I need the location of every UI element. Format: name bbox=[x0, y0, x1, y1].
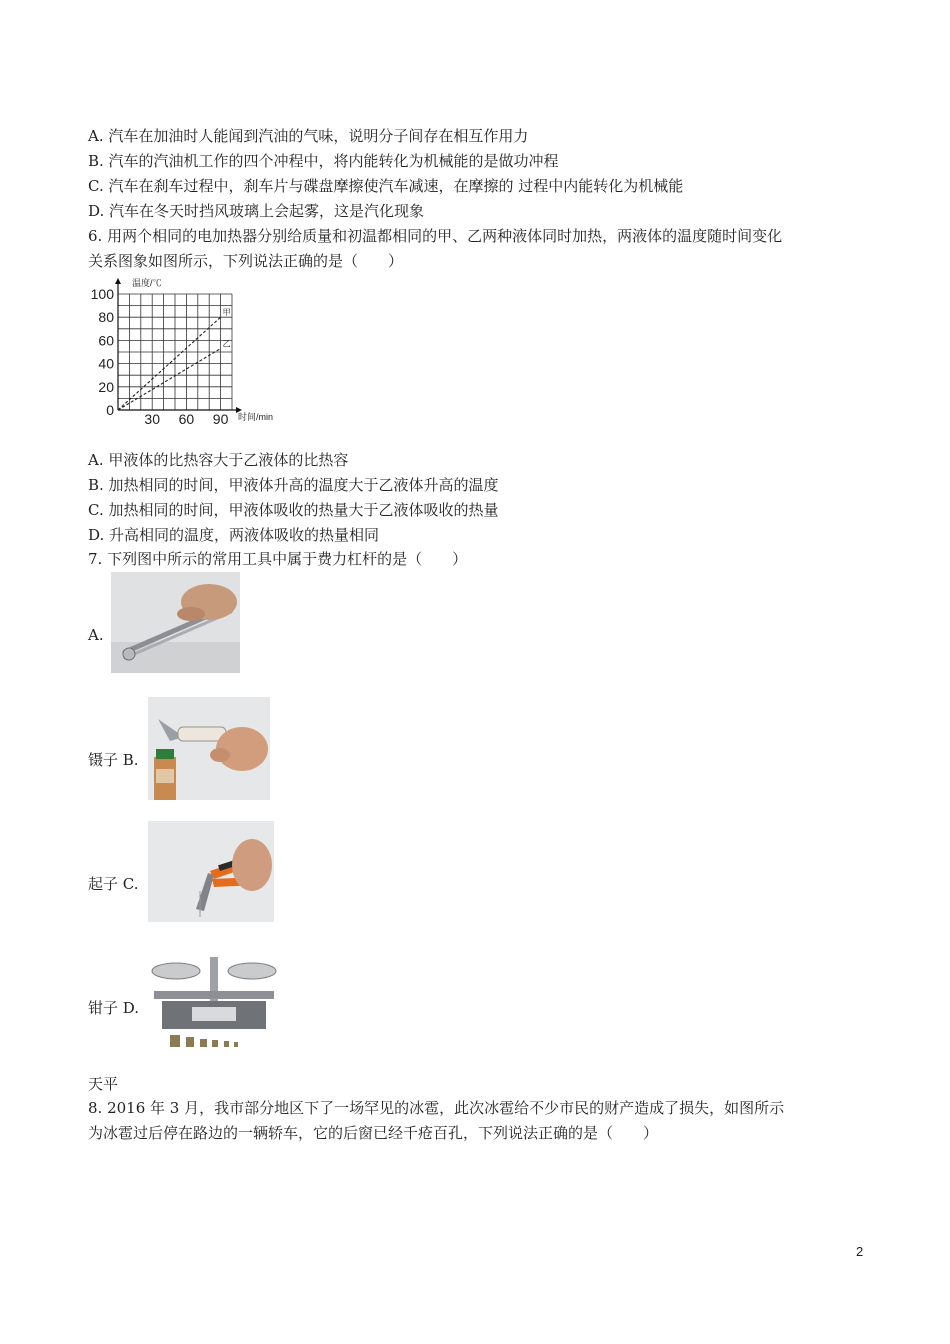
y-axis-label: 温度/℃ bbox=[132, 278, 162, 288]
y-tick-label: 0 bbox=[106, 402, 114, 418]
balance-scale-image bbox=[148, 945, 280, 1053]
y-tick-label: 100 bbox=[90, 286, 114, 302]
y-tick-label: 40 bbox=[98, 355, 114, 372]
y-tick-label: 60 bbox=[98, 332, 114, 349]
series-line-yi bbox=[118, 349, 221, 410]
q5-option-b: B. 汽车的汽油机工作的四个冲程中，将内能转化为机械能的是做功冲程 bbox=[88, 152, 559, 170]
q7-stem: 7. 下列图中所示的常用工具中属于费力杠杆的是（ ） bbox=[88, 550, 468, 568]
tweezers-image bbox=[111, 572, 240, 673]
series-label: 甲 bbox=[222, 308, 231, 318]
y-tick-label: 80 bbox=[98, 309, 114, 326]
chart-series bbox=[118, 308, 231, 410]
q5-option-c: C. 汽车在刹车过程中，刹车片与碟盘摩擦使汽车减速，在摩擦的 过程中内能转化为机械能 bbox=[88, 177, 684, 195]
q7-label-c: 起子 C. bbox=[88, 875, 139, 893]
q8-line2: 为冰雹过后停在路边的一辆轿车，它的后窗已经千疮百孔，下列说法正确的是（ ） bbox=[88, 1124, 659, 1142]
q5-option-a: A. 汽车在加油时人能闻到汽油的气味，说明分子间存在相互作用力 bbox=[88, 127, 529, 145]
temperature-time-chart bbox=[86, 274, 286, 426]
q5-option-d: D. 汽车在冬天时挡风玻璃上会起雾，这是汽化现象 bbox=[88, 202, 425, 220]
pliers-image bbox=[148, 821, 274, 922]
bottle-opener-image bbox=[148, 697, 270, 800]
q7-label-b: 镊子 B. bbox=[88, 751, 139, 769]
x-tick-label: 60 bbox=[178, 411, 195, 426]
chart-tick-labels bbox=[91, 286, 229, 426]
page-number: 2 bbox=[856, 1244, 864, 1259]
x-tick-label: 90 bbox=[212, 411, 229, 426]
q6-stem-line1: 6. 用两个相同的电加热器分别给质量和初温都相同的甲、乙两种液体同时加热，两液体的温度随时间变化 bbox=[88, 227, 783, 245]
q6-option-b: B. 加热相同的时间，甲液体升高的温度大于乙液体升高的温度 bbox=[88, 476, 499, 494]
series-label: 乙 bbox=[222, 339, 231, 349]
x-axis-label: 时间/min bbox=[238, 412, 274, 422]
q7-after-label: 天平 bbox=[88, 1075, 119, 1093]
q6-option-d: D. 升高相同的温度，两液体吸收的热量相同 bbox=[88, 526, 380, 544]
y-tick-label: 20 bbox=[98, 378, 114, 395]
q6-option-a: A. 甲液体的比热容大于乙液体的比热容 bbox=[88, 451, 349, 469]
x-tick-label: 30 bbox=[144, 411, 160, 426]
q8-line1: 8. 2016 年 3 月，我市部分地区下了一场罕见的冰雹，此次冰雹给不少市民的财产造成了损失，如图所示 bbox=[88, 1099, 785, 1117]
y-axis-arrow bbox=[115, 278, 121, 284]
q6-option-c: C. 加热相同的时间，甲液体吸收的热量大于乙液体吸收的热量 bbox=[88, 501, 499, 519]
q7-label-a: A. bbox=[88, 626, 104, 644]
q7-label-d: 钳子 D. bbox=[88, 999, 140, 1017]
q6-stem-line2: 关系图象如图所示，下列说法正确的是（ ） bbox=[88, 252, 404, 270]
